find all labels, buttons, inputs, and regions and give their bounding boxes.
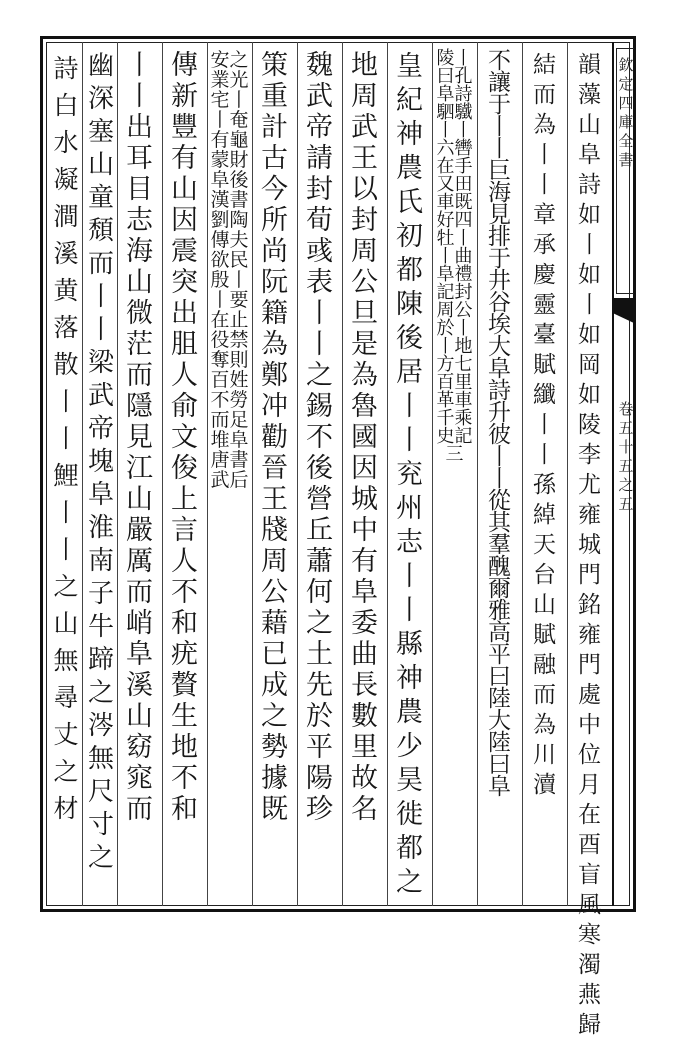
text-column-1: 韻藻山阜詩如丨如丨如岡如陵李尤雍城門銘雍門處中位月在酉盲風寒濁燕歸: [578, 52, 601, 1038]
column-rule: [207, 42, 208, 906]
column-rule: [297, 42, 298, 906]
text-column-7: 魏武帝請封荀彧表丨丨之錫不後營丘蕭何之土先於平陽珍: [306, 50, 333, 825]
text-column-8: 策重計古今所尚阮籍為鄭冲勸晉王牋周公藉已成之勢據既: [261, 50, 288, 825]
text-column-3: 不讓于丨丨巨海見排于井谷埃大阜詩升彼丨丨從其羣醜爾雅高平曰陸大陸曰阜: [488, 48, 511, 800]
column-rule: [567, 42, 568, 906]
volume-label: 卷五十五之五: [618, 400, 634, 513]
column-rule: [522, 42, 523, 906]
text-column-12: 幽深塞山童頹而丨丨梁武帝塊阜淮南子牛蹄之涔無尺寸之: [87, 51, 114, 873]
column-rule: [252, 42, 253, 906]
column-rule: [162, 42, 163, 906]
text-column-6: 地周武王以封周公旦是為魯國因城中有阜委曲長數里故名: [351, 50, 378, 825]
text-column-11: 丨丨出耳目志海山微茫而隱見江山嚴厲而峭阜溪山窈窕而: [126, 50, 153, 825]
text-column-5: 皇紀神農氏初都陳後居丨丨兖州志丨丨縣神農少昊徙都之: [396, 51, 423, 898]
running-title: 欽定四庫全書: [618, 56, 634, 169]
text-column-2: 結而為丨丨章承慶靈臺賦纖丨丨孫綽天台山賦融而為川瀆: [533, 52, 556, 798]
column-rule: [387, 42, 388, 906]
text-column-13: 詩白水凝澗溪黄落散丨丨鯉丨丨之山無尋丈之材: [53, 54, 79, 823]
column-rule: [477, 42, 478, 906]
text-column-9: 安之業光宅丨丨奄有龜蒙財阜後漢書劉陶傳夫欲民殷丨丨要在止役禁奪則百姓不勞而足堆阜唐書武后: [210, 49, 249, 491]
text-column-4: 陵丨曰孔阜詩駟驖丨丨六轡在手又田車既好四牡丨丨曲阜禮記封周公於丨丨地方七百里革車千乘史記三: [436, 48, 473, 465]
column-rule: [432, 42, 433, 906]
text-column-10: 傳新豐有山因震突出䏣人俞文俊上言人不和疣贅生地不和: [171, 50, 198, 825]
column-rule: [342, 42, 343, 906]
column-rule: [82, 42, 83, 906]
